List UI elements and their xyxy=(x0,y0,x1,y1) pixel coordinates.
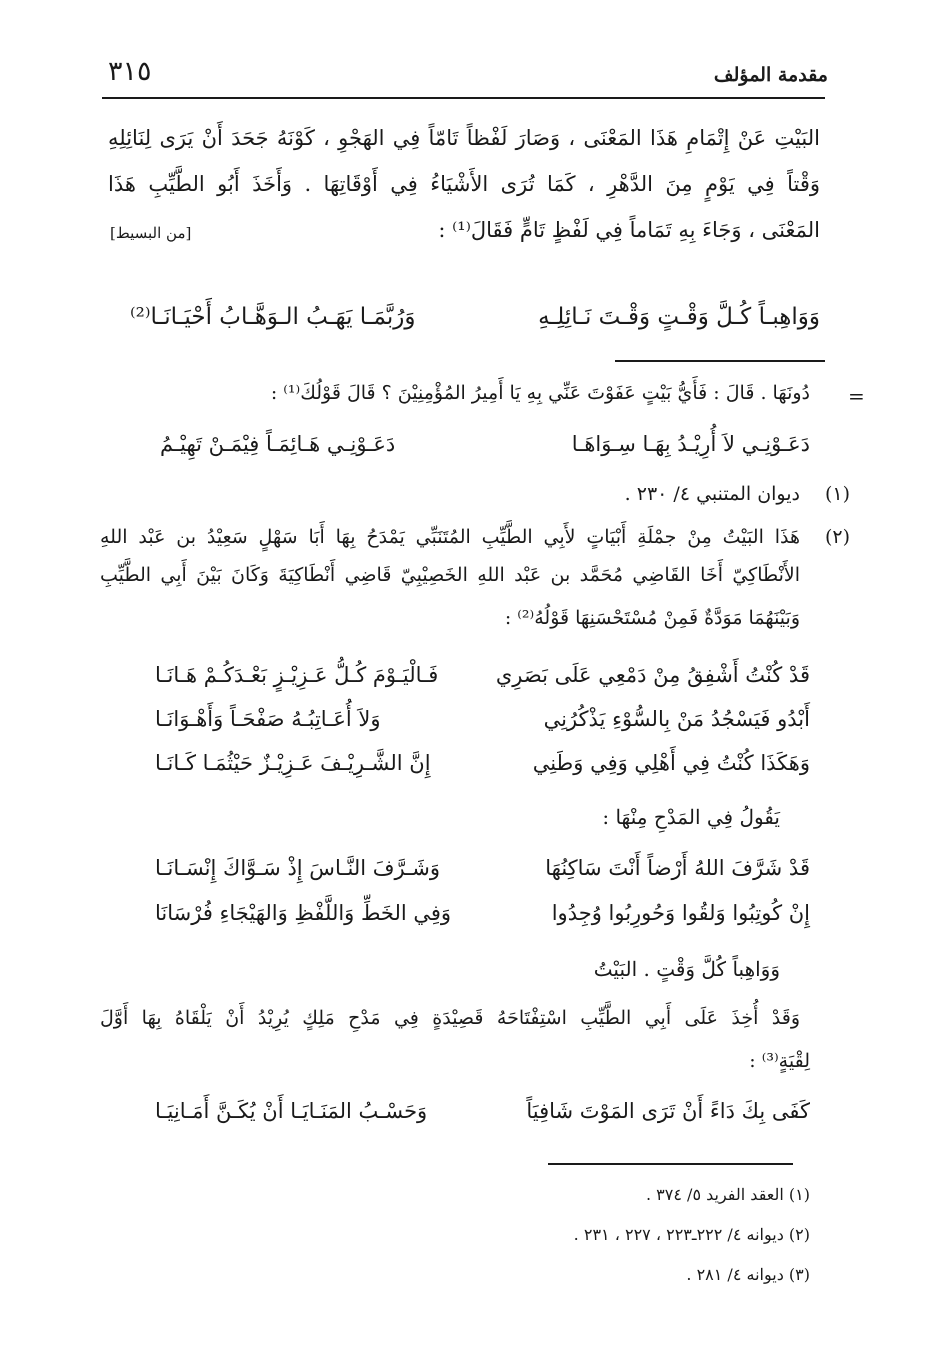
note-1-text: ديوان المتنبي ٤/ ٢٣٠ . xyxy=(624,483,800,505)
meter-tag: [من البسيط] xyxy=(110,224,192,242)
notes-separator xyxy=(615,360,825,362)
footnote-rule xyxy=(548,1163,793,1165)
note-2-line-3: وَبَيْنَهُمَا مَوَدَّةٌ فَمِنْ مُسْتَحْسَنِهَا قَوْلُهُ⁽²⁾ : xyxy=(504,607,800,629)
footnote-2: (٢) ديوانه ٤/ ٢٢٢ـ٢٢٣ ، ٢٢٧ ، ٢٣١ . xyxy=(573,1225,810,1244)
continuation-verse-second: دَعَـوْنِـي هَـائِمَـاً فِيْمَـنْ تَهِيْـمُ xyxy=(160,432,396,456)
note-2-verse-3-first: وَهَكَذَا كُنْتُ فِي أَهْلِي وَفِي وَطَنِي xyxy=(532,751,810,775)
running-title: مقدمة المؤلف xyxy=(713,64,828,86)
final-verse-first: كَفَى بِكَ دَاءً أَنْ تَرَى المَوْتَ شَافِيَاً xyxy=(526,1099,810,1123)
continuation-marker: = xyxy=(848,384,865,408)
final-verse-second: وَحَسْـبُ المَنَـايَـا أَنْ يُكَـنَّ أَمَـانِيَـا xyxy=(155,1099,428,1123)
main-verse-first-hemistich: وَوَاهِبـاً كُـلَّ وَقْـتٍ وَقْـتَ نَـائِلِـهِ xyxy=(538,304,820,330)
note-2-line-1: هَذَا البَيْتُ مِنْ جمْلَةِ أَبْيَاتٍ لأَبِي الطَّيِّبِ المُتَنَبِّي يَمْدَحُ بِهَا أَبَا سَهْلٍ سَعِيْدُ بن عَبْد اللهِ xyxy=(100,526,800,548)
note-2-verse-2-second: وَلاَ أُعَـاتِبُـهُ صَفْحَـاً وَأَهْـوَانَـا xyxy=(155,707,381,731)
note-2-line-2: الأَنْطَاكِيّ أَخَا القَاضِي مُحَمَّد بن عَبْد اللهِ الخَصِيْبِيّ قَاضِي أَنْطَاكِيَةَ وَكَانَ بَيْنَ أَبِي الطَّيِّبِ xyxy=(100,564,800,586)
note-2-verse-1-second: فَـالْيَـوْمَ كُـلُّ عَـزِيْـزٍ بَعْـدَكُـمْ هَـانَـا xyxy=(155,663,439,687)
madh-verse-1-first: قَدْ شَرَّفَ اللهُ أَرْضاً أَنْتَ سَاكِنُهَا xyxy=(545,856,810,880)
footnote-3: (٣) ديوانه ٤/ ٢٨١ . xyxy=(686,1265,810,1284)
final-line-1: وَقَدْ أُخِذَ عَلَى أَبِي الطَّيِّبِ اسْتِفْتَاحَهُ قَصِيْدَةٍ فِي مَدْحِ مَلِكٍ يُرِيْدُ أَنْ يَلْقَاهُ بِهَا أَوَّلَ xyxy=(100,1007,800,1029)
quoted-hemistich: وَوَاهِباً كُلَّ وَقْتٍ . البَيْتُ xyxy=(593,957,780,981)
note-1-number: (١) xyxy=(824,483,850,505)
madh-intro: يَقُولُ فِي المَدْحِ مِنْهَا : xyxy=(602,805,780,829)
note-2-number: (٢) xyxy=(824,526,850,548)
note-2-verse-3-second: إِنَّ الشَّـرِيْـفَ عَـزِيْـزٌ حَيْثُمَـا كَـانَـا xyxy=(155,751,431,775)
main-line-3: المَعْنَى ، وَجَاءَ بِهِ تَمَاماً فِي لَفْظٍ تَامٍّ فَقَالَ⁽¹⁾ : xyxy=(438,218,820,242)
page-number: ٣١٥ xyxy=(108,56,152,87)
final-line-2: لِقْيَةٍ⁽³⁾ : xyxy=(749,1050,810,1072)
continuation-line: دُونَهَا . قَالَ : فَأَيُّ بَيْتٍ عَفَوْتَ عَنِّي بِهِ يَا أَمِيرُ المُؤْمِنِيْنَ ؟ قَالَ قَوْلُكَ⁽¹⁾ : xyxy=(270,382,810,404)
note-2-verse-2-first: أَبْدُو فَيَسْجُدُ مَنْ بِالسُّوْءِ يَذْكُرُنِي xyxy=(543,707,810,731)
main-line-1: البَيْتِ عَنْ إِتْمَامِ هَذَا المَعْنَى ، وَصَارَ لَفْظاً تَامّاً فِي الهَجْوِ ، كَوْنَهُ جَحَدَ أَنْ يَرَى لِنَائِلِهِ xyxy=(108,126,820,150)
continuation-verse-first: دَعَـوْنِـي لاَ أُرِيْـدُ بِهَـا سِـوَاهَـا xyxy=(571,432,810,456)
footnote-1: (١) العقد الفريد ٥/ ٣٧٤ . xyxy=(646,1185,810,1204)
note-2-verse-1-first: قَدْ كُنْتُ أَشْفِقُ مِنْ دَمْعِي عَلَى بَصَرِي xyxy=(495,663,810,687)
madh-verse-1-second: وَشَـرَّفَ النَّـاسَ إِذْ سَـوَّاكَ إِنْسَـانَـا xyxy=(155,856,440,880)
main-verse-second-hemistich: وَرُبَّمَـا يَهَـبُ الـوَهَّـابُ أَحْيَـانَـا⁽²⁾ xyxy=(130,304,416,330)
madh-verse-2-first: إِنْ كُوتِبُوا وَلقُوا وَحُورِبُوا وُجِدُوا xyxy=(551,901,810,925)
main-line-2: وَقْتاً فِي يَوْمٍ مِنَ الدَّهْرِ ، كَمَا تُرَى الأَشْيَاءُ فِي أَوْقَاتِهَا . وَأَخَذَ أَبُو الطَّيِّبِ هَذَا xyxy=(108,172,820,196)
header-rule xyxy=(102,97,825,99)
madh-verse-2-second: وَفِي الخَطِّ وَاللَّفْظِ وَالهَيْجَاءِ فُرْسَانَا xyxy=(155,901,452,925)
